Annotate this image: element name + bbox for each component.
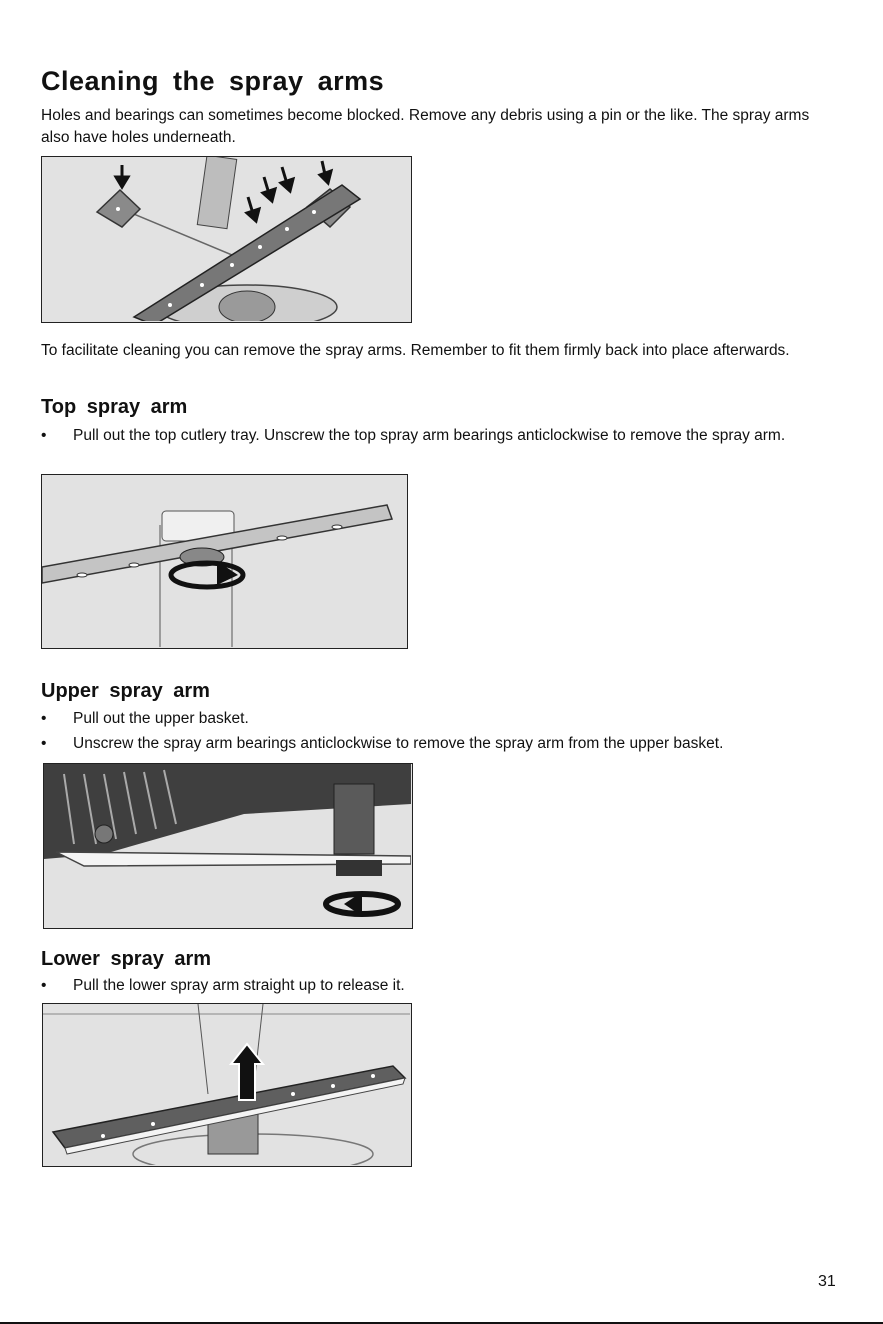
list-item-text: Unscrew the spray arm bearings anticlockwise to remove the spray arm from the upper basket. xyxy=(73,735,724,752)
bullet-icon: • xyxy=(41,735,47,752)
top-spray-arm-heading: Top spray arm xyxy=(41,396,188,418)
list-item xyxy=(41,425,841,469)
removal-paragraph: To facilitate cleaning you can remove the spray arms. Remember to fit them firmly back into place afterwards. xyxy=(41,342,790,359)
upper-spray-arm-heading: Upper spray arm xyxy=(41,680,210,702)
bullet-icon: • xyxy=(41,977,47,994)
list-item-text: Pull the lower spray arm straight up to release it. xyxy=(73,977,405,994)
page-title: Cleaning the spray arms xyxy=(41,66,385,96)
list-item-text: Pull out the upper basket. xyxy=(73,710,249,727)
bullet-icon: • xyxy=(41,427,47,444)
lower-spray-arm-illustration xyxy=(42,1003,412,1167)
upper-spray-arm-illustration xyxy=(43,763,413,929)
spray-arms-illustration xyxy=(41,156,412,323)
intro-paragraph: Holes and bearings can sometimes become blocked. Remove any debris using a pin or the like. The spray arms also have holes underneath. xyxy=(41,107,810,146)
list-item xyxy=(41,975,841,997)
list-item-text: Pull out the top cutlery tray. Unscrew the top spray arm bearings anticlockwise to remove the spray arm. xyxy=(73,427,786,444)
page-number: 31 xyxy=(818,1273,836,1290)
list-item xyxy=(41,733,841,755)
top-spray-arm-illustration xyxy=(41,474,408,649)
list-item xyxy=(41,708,841,730)
lower-spray-arm-heading: Lower spray arm xyxy=(41,948,212,970)
bullet-icon: • xyxy=(41,710,47,727)
